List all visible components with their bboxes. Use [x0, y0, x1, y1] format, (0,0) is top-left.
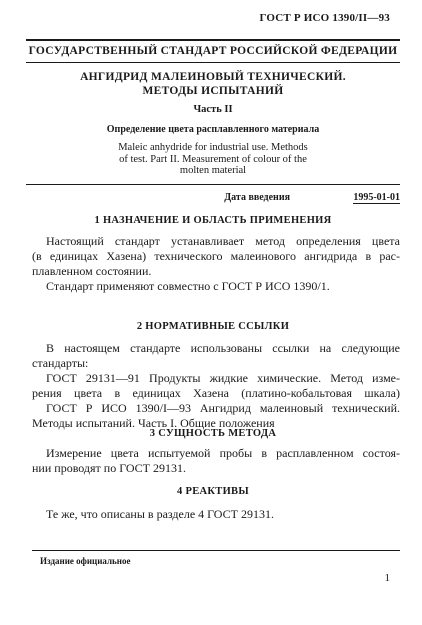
text-line: В настоящем стандарте использованы ссылки на следующие: [46, 341, 400, 355]
text-line: ГОСТ 29131—91 Продукты жидкие химические. Метод изме-: [46, 371, 400, 385]
effective-date-value: 1995-01-01: [353, 192, 400, 203]
section-heading: 4 РЕАКТИВЫ: [177, 486, 249, 497]
section-body: [32, 341, 400, 431]
top-rule: [26, 39, 400, 41]
text-line: (в единицах Хазена) технического малеинового ангидрида в рас-: [32, 249, 400, 263]
section-body: [32, 507, 400, 522]
text-line: Измерение цвета испытуемой пробы в расплавленном состоя-: [46, 446, 400, 460]
section-heading: 3 СУЩНОСТЬ МЕТОДА: [149, 428, 277, 439]
text-line: нии проводят по ГОСТ 29131.: [32, 461, 187, 475]
section-heading: 2 НОРМАТИВНЫЕ ССЫЛКИ: [136, 321, 290, 332]
document-number: ГОСТ Р ИСО 1390/II—93: [259, 12, 390, 24]
footer-rule: [32, 550, 400, 551]
text-line: Те же, что описаны в разделе 4 ГОСТ 29131.: [46, 507, 274, 521]
english-title-line: of test. Part II. Measurement of colour of the: [119, 153, 307, 165]
standard-title-line-2: МЕТОДЫ ИСПЫТАНИЙ: [142, 85, 284, 97]
section-body: [32, 234, 400, 294]
title-rule: [26, 62, 400, 63]
text-line: плавленном состоянии.: [32, 264, 152, 278]
text-line: Настоящий стандарт устанавливает метод определения цвета: [46, 234, 400, 248]
edition-note: Издание официальное: [40, 556, 131, 566]
section-heading: 1 НАЗНАЧЕНИЕ И ОБЛАСТЬ ПРИМЕНЕНИЯ: [94, 215, 332, 226]
effective-date-label: Дата введения: [224, 192, 290, 203]
english-title-line: Maleic anhydride for industrial use. Methods: [118, 142, 308, 153]
english-title: [60, 142, 366, 177]
part-label: Часть II: [193, 104, 233, 115]
date-rule: [26, 184, 400, 185]
page-number: 1: [384, 572, 390, 584]
text-line: Методы испытаний. Часть I. Общие положения: [32, 416, 275, 430]
text-line: стандарты:: [32, 356, 89, 370]
part-subtitle: Определение цвета расплавленного материала: [106, 124, 320, 135]
organization-title: ГОСУДАРСТВЕННЫЙ СТАНДАРТ РОССИЙСКОЙ ФЕДЕРАЦИИ: [28, 45, 398, 57]
text-line: Стандарт применяют совместно с ГОСТ Р ИСО 1390/1.: [46, 279, 330, 293]
section-body: [32, 446, 400, 476]
english-title-line: molten material: [179, 165, 247, 176]
text-line: рения цвета в единицах Хазена (платино-кобальтовая шкала): [32, 386, 400, 400]
text-line: ГОСТ Р ИСО 1390/I—93 Ангидрид малеиновый технический.: [46, 401, 400, 415]
standard-title-line-1: АНГИДРИД МАЛЕИНОВЫЙ ТЕХНИЧЕСКИЙ.: [80, 71, 346, 83]
